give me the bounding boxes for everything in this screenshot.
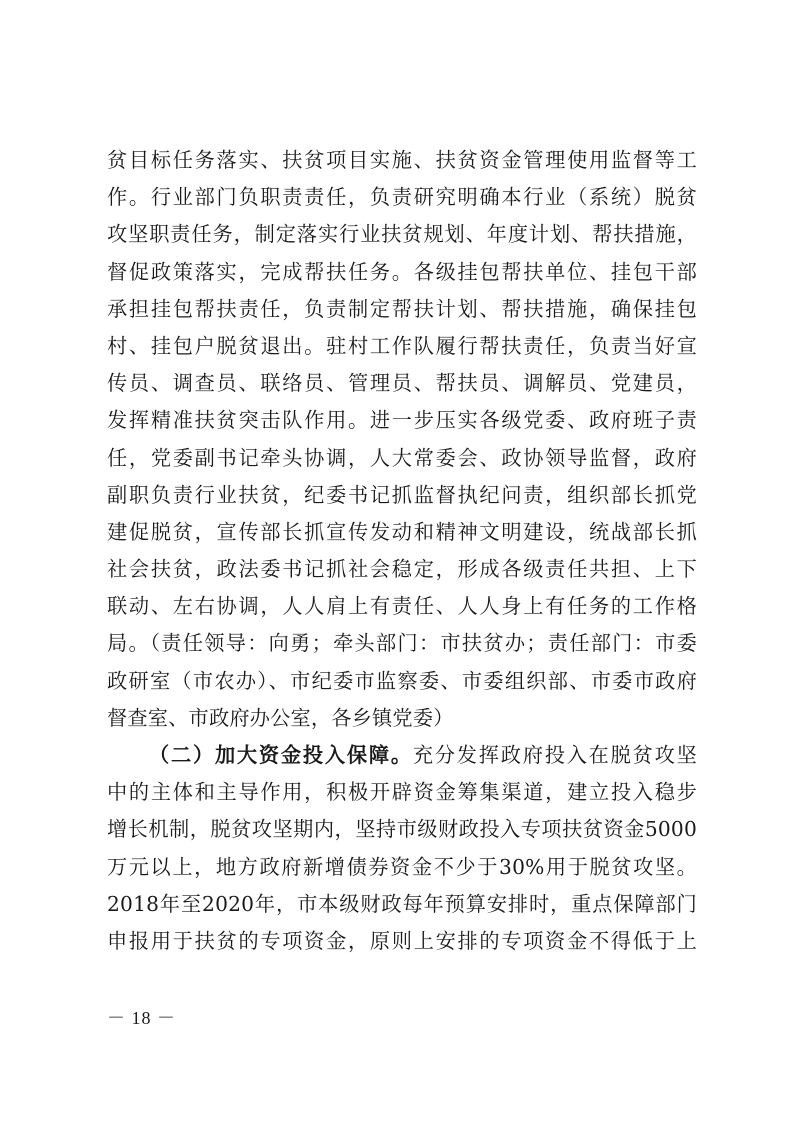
paragraph-line-14: 局。（责任领导：向勇；牵头部门：市扶贫办；责任部门：市委 bbox=[107, 631, 697, 656]
paragraph-line-16: 督查室、市政府办公室，各乡镇党委） bbox=[107, 705, 454, 730]
paragraph-line-3: 攻坚职责任务，制定落实行业扶贫规划、年度计划、帮扶措施， bbox=[107, 222, 697, 247]
section-line-4: 万元以上，地方政府新增债券资金不少于30%用于脱贫攻坚。 bbox=[107, 854, 697, 879]
paragraph-line-9: 任，党委副书记牵头协调，人大常委会、政协领导监督，政府 bbox=[107, 445, 697, 470]
paragraph-line-13: 联动、左右协调，人人肩上有责任、人人身上有任务的工作格 bbox=[107, 594, 697, 619]
paragraph-line-12: 社会扶贫，政法委书记抓社会稳定，形成各级责任共担、上下 bbox=[107, 557, 697, 582]
section-heading: （二）加大资金投入保障。 bbox=[149, 743, 413, 767]
paragraph-line-7: 传员、调查员、联络员、管理员、帮扶员、调解员、党建员， bbox=[107, 371, 697, 396]
paragraph-line-11: 建促脱贫，宣传部长抓宣传发动和精神文明建设，统战部长抓 bbox=[107, 519, 697, 544]
body-text bbox=[107, 142, 697, 960]
paragraph-line-2: 作。行业部门负职责责任，负责研究明确本行业（系统）脱贫 bbox=[107, 185, 697, 210]
section-line-6: 申报用于扶贫的专项资金，原则上安排的专项资金不得低于上 bbox=[107, 928, 697, 953]
section-line-3: 增长机制，脱贫攻坚期内，坚持市级财政投入专项扶贫资金5000 bbox=[107, 817, 697, 842]
paragraph-line-4: 督促政策落实，完成帮扶任务。各级挂包帮扶单位、挂包干部 bbox=[107, 259, 697, 284]
section-line-5: 2018年至2020年，市本级财政每年预算安排时，重点保障部门 bbox=[107, 891, 697, 916]
section-line-1: 充分发挥政府投入在脱贫攻坚 bbox=[412, 743, 697, 767]
section-line-2: 中的主体和主导作用，积极开辟资金筹集渠道，建立投入稳步 bbox=[107, 780, 697, 805]
paragraph-line-10: 副职负责行业扶贫，纪委书记抓监督执纪问责，组织部长抓党 bbox=[107, 482, 697, 507]
paragraph-line-6: 村、挂包户脱贫退出。驻村工作队履行帮扶责任，负责当好宣 bbox=[107, 333, 697, 358]
paragraph-line-15: 政研室（市农办）、市纪委市监察委、市委组织部、市委市政府 bbox=[107, 668, 697, 693]
paragraph-line-1: 贫目标任务落实、扶贫项目实施、扶贫资金管理使用监督等工 bbox=[107, 148, 697, 172]
paragraph-line-5: 承担挂包帮扶责任，负责制定帮扶计划、帮扶措施，确保挂包 bbox=[107, 296, 697, 321]
page-number: － 18 － bbox=[107, 1008, 176, 1028]
section-first-line bbox=[107, 737, 697, 774]
paragraph-line-8: 发挥精准扶贫突击队作用。进一步压实各级党委、政府班子责 bbox=[107, 408, 697, 433]
